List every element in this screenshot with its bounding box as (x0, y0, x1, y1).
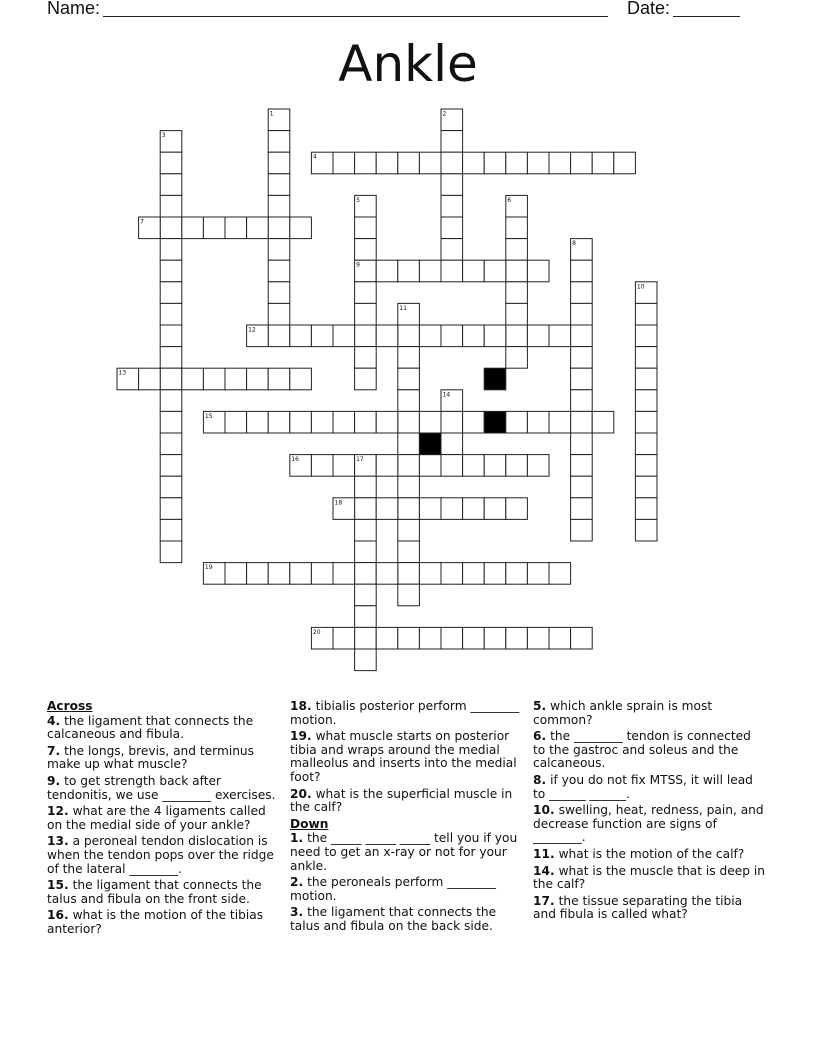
grid-cell[interactable] (441, 563, 463, 585)
grid-cell[interactable] (247, 368, 269, 390)
grid-cell[interactable] (571, 282, 593, 304)
clue-number-label: 20 (312, 628, 321, 636)
grid-cell[interactable] (506, 498, 528, 520)
grid-cell[interactable] (527, 411, 549, 433)
grid-cell[interactable] (635, 411, 657, 433)
grid-cell[interactable] (398, 368, 420, 390)
clue-number: 8. (533, 772, 547, 787)
grid-cell[interactable] (355, 563, 377, 585)
grid-cell[interactable] (614, 152, 636, 174)
clue-number: 4. (47, 713, 61, 728)
grid-cell[interactable] (506, 282, 528, 304)
grid-cell[interactable] (463, 260, 485, 282)
grid-cell[interactable] (635, 498, 657, 520)
clue-text: tibialis posterior perform ________ motion. (290, 699, 520, 727)
clue-item (47, 835, 279, 876)
grid-block (484, 368, 506, 390)
clue-number-label: 8 (572, 240, 576, 248)
clue-item (533, 700, 765, 727)
grid-cell[interactable] (441, 195, 463, 217)
grid-cell[interactable] (376, 325, 398, 347)
across-heading: Across (47, 699, 93, 713)
clue-number-label: 14 (442, 391, 451, 399)
grid-cell[interactable] (571, 368, 593, 390)
grid-cell[interactable] (398, 519, 420, 541)
clue-text: what is the motion of the calf? (558, 846, 745, 861)
grid-cell[interactable] (398, 260, 420, 282)
clue-item (533, 865, 765, 892)
grid-cell[interactable] (441, 152, 463, 174)
grid-cell[interactable] (268, 195, 290, 217)
clues-column-3 (533, 700, 765, 925)
across-clue-list (47, 715, 279, 937)
grid-cell[interactable] (355, 584, 377, 606)
grid-cell[interactable] (441, 260, 463, 282)
name-label: Name: (47, 0, 101, 18)
grid-cell[interactable] (203, 368, 225, 390)
grid-cell[interactable] (355, 476, 377, 498)
grid-cell[interactable] (225, 411, 247, 433)
clue-number-label: 13 (118, 369, 127, 377)
grid-cell[interactable] (463, 152, 485, 174)
clue-text: if you do not fix MTSS, it will lead to ______ ______. (533, 772, 753, 801)
grid-cell[interactable] (571, 519, 593, 541)
grid-cell[interactable] (376, 627, 398, 649)
grid-cell[interactable] (549, 627, 571, 649)
clue-number: 14. (533, 863, 555, 878)
grid-cell[interactable] (635, 476, 657, 498)
grid-cell[interactable] (398, 411, 420, 433)
grid-cell[interactable] (160, 455, 182, 477)
clue-number-label: 19 (204, 564, 213, 572)
grid-block (484, 411, 506, 433)
clue-number: 7. (47, 743, 61, 758)
clue-number-label: 2 (442, 110, 447, 118)
clue-number-label: 12 (248, 326, 256, 334)
clue-text: which ankle sprain is most common? (533, 699, 713, 727)
grid-cell[interactable] (398, 347, 420, 369)
grid-cell[interactable] (571, 325, 593, 347)
grid-cell[interactable] (419, 411, 441, 433)
grid-block (419, 433, 441, 455)
grid-cell[interactable] (160, 239, 182, 261)
clue-item (290, 832, 522, 873)
grid-cell[interactable] (506, 303, 528, 325)
clue-item (290, 876, 522, 903)
grid-cell[interactable] (441, 411, 463, 433)
grid-cell[interactable] (182, 217, 204, 239)
grid-cell[interactable] (376, 260, 398, 282)
grid-cell[interactable] (247, 411, 269, 433)
grid-cell[interactable] (160, 325, 182, 347)
clue-number-label: 6 (507, 196, 512, 204)
grid-cell[interactable] (527, 455, 549, 477)
grid-cell[interactable] (268, 303, 290, 325)
clue-text: the ligament that connects the talus and fibula on the back side. (290, 905, 497, 933)
page-title: Ankle (338, 35, 478, 93)
clue-number: 6. (533, 729, 547, 744)
grid-cell[interactable] (160, 217, 182, 239)
grid-cell[interactable] (225, 563, 247, 585)
grid-cell[interactable] (182, 368, 204, 390)
clue-item (47, 775, 279, 802)
clue-item (533, 848, 765, 862)
clue-item (47, 805, 279, 832)
clue-number-label: 5 (356, 196, 360, 204)
grid-cell[interactable] (506, 217, 528, 239)
grid-cell[interactable] (571, 347, 593, 369)
clue-item (47, 879, 279, 906)
grid-cell[interactable] (268, 152, 290, 174)
down-clue-list-continued (533, 700, 765, 922)
clue-number: 5. (533, 699, 547, 713)
grid-cell[interactable] (441, 239, 463, 261)
grid-cell[interactable] (506, 152, 528, 174)
clue-text: to get strength back after tendonitis, we use ________ exercises. (47, 773, 276, 802)
clue-item (533, 774, 765, 801)
down-heading: Down (290, 816, 329, 831)
clue-number: 17. (533, 893, 555, 908)
grid-cell[interactable] (247, 217, 269, 239)
grid-cell[interactable] (355, 217, 377, 239)
grid-cell[interactable] (355, 368, 377, 390)
grid-cell[interactable] (290, 325, 312, 347)
grid-cell[interactable] (376, 152, 398, 174)
clue-text: swelling, heat, redness, pain, and decrease function are signs of ________. (533, 803, 764, 845)
grid-cell[interactable] (355, 606, 377, 628)
grid-cell[interactable] (268, 368, 290, 390)
grid-cell[interactable] (635, 347, 657, 369)
grid-cell[interactable] (571, 476, 593, 498)
grid-cell[interactable] (268, 174, 290, 196)
grid-cell[interactable] (527, 325, 549, 347)
clue-text: the tissue separating the tibia and fibula is called what? (533, 893, 743, 922)
grid-cell[interactable] (311, 411, 333, 433)
grid-cell[interactable] (290, 411, 312, 433)
grid-cell[interactable] (635, 368, 657, 390)
grid-cell[interactable] (506, 239, 528, 261)
clue-item (47, 745, 279, 772)
grid-cell[interactable] (635, 519, 657, 541)
grid-cell[interactable] (527, 563, 549, 585)
grid-cell[interactable] (398, 498, 420, 520)
grid-cell[interactable] (355, 519, 377, 541)
grid-cell[interactable] (506, 347, 528, 369)
grid-cell[interactable] (484, 152, 506, 174)
clue-text: what are the 4 ligaments called on the medial side of your ankle? (47, 804, 266, 832)
grid-cell[interactable] (506, 563, 528, 585)
grid-cell[interactable] (160, 476, 182, 498)
grid-cell[interactable] (398, 627, 420, 649)
clue-number: 12. (47, 804, 69, 819)
grid-cell[interactable] (484, 498, 506, 520)
grid-cell[interactable] (441, 174, 463, 196)
clue-text: the ligament that connects the talus and fibula on the front side. (47, 878, 262, 906)
grid-cell[interactable] (376, 455, 398, 477)
clue-item (290, 730, 522, 784)
grid-cell[interactable] (549, 152, 571, 174)
grid-cell[interactable] (463, 563, 485, 585)
clue-item (47, 909, 279, 936)
grid-cell[interactable] (635, 433, 657, 455)
clue-item (290, 700, 522, 727)
grid-cell[interactable] (635, 303, 657, 325)
clue-text: the ________ tendon is connected to the gastroc and soleus and the calcaneous. (533, 729, 751, 771)
grid-cell[interactable] (355, 627, 377, 649)
grid-cell[interactable] (355, 649, 377, 671)
grid-cell[interactable] (441, 217, 463, 239)
grid-cell[interactable] (527, 627, 549, 649)
grid-cell[interactable] (160, 390, 182, 412)
grid-cell[interactable] (160, 303, 182, 325)
grid-cell[interactable] (355, 239, 377, 261)
grid-cell[interactable] (506, 325, 528, 347)
clue-number-label: 17 (356, 456, 364, 464)
clue-number: 15. (47, 878, 69, 893)
grid-cell[interactable] (139, 368, 161, 390)
grid-cell[interactable] (398, 152, 420, 174)
grid-cell[interactable] (160, 498, 182, 520)
grid-cell[interactable] (506, 260, 528, 282)
grid-cell[interactable] (592, 411, 614, 433)
clue-item (47, 715, 279, 742)
clue-number: 18. (290, 699, 312, 713)
clue-text: what is the motion of the tibias anterior? (47, 908, 264, 936)
grid-cell[interactable] (398, 390, 420, 412)
grid-cell[interactable] (247, 563, 269, 585)
grid-cell[interactable] (160, 433, 182, 455)
grid-cell[interactable] (160, 519, 182, 541)
grid-cell[interactable] (527, 260, 549, 282)
grid-cell[interactable] (571, 152, 593, 174)
grid-cell[interactable] (484, 563, 506, 585)
grid-cell[interactable] (160, 411, 182, 433)
grid-cell[interactable] (635, 455, 657, 477)
clue-text: the peroneals perform ________ motion. (290, 875, 497, 903)
grid-cell[interactable] (441, 498, 463, 520)
grid-cell[interactable] (571, 303, 593, 325)
grid-cell[interactable] (549, 411, 571, 433)
grid-cell[interactable] (549, 563, 571, 585)
grid-cell[interactable] (376, 411, 398, 433)
grid-cell[interactable] (419, 627, 441, 649)
grid-cell[interactable] (398, 584, 420, 606)
clue-number: 9. (47, 773, 61, 788)
grid-cell[interactable] (355, 347, 377, 369)
grid-cell[interactable] (203, 217, 225, 239)
grid-cell[interactable] (571, 411, 593, 433)
grid-cell[interactable] (549, 325, 571, 347)
grid-cell[interactable] (290, 563, 312, 585)
clue-number: 2. (290, 875, 304, 890)
grid-cell[interactable] (463, 325, 485, 347)
grid-cell[interactable] (635, 390, 657, 412)
grid-cell[interactable] (484, 627, 506, 649)
grid-cell[interactable] (441, 455, 463, 477)
across-clue-list-continued (290, 700, 522, 815)
clue-item (290, 906, 522, 933)
clue-number-label: 7 (140, 218, 144, 226)
grid-cell[interactable] (225, 217, 247, 239)
grid-cell[interactable] (571, 627, 593, 649)
grid-cell[interactable] (571, 498, 593, 520)
grid-cell[interactable] (419, 498, 441, 520)
clue-number-label: 18 (334, 499, 343, 507)
grid-cell[interactable] (398, 455, 420, 477)
grid-cell[interactable] (441, 325, 463, 347)
clue-number-label: 3 (161, 132, 166, 140)
grid-cell[interactable] (419, 260, 441, 282)
grid-cell[interactable] (419, 152, 441, 174)
grid-cell[interactable] (441, 627, 463, 649)
grid-cell[interactable] (268, 325, 290, 347)
grid-cell[interactable] (355, 303, 377, 325)
clue-number: 1. (290, 831, 304, 846)
clue-text: what muscle starts on posterior tibia and wraps around the medial malleolus and inserts into the medial foot? (290, 729, 517, 784)
clues-column-1 (47, 700, 279, 940)
grid-cell[interactable] (419, 325, 441, 347)
grid-cell[interactable] (268, 411, 290, 433)
clue-number-label: 9 (356, 261, 360, 269)
clue-number: 11. (533, 846, 555, 861)
clue-item (533, 730, 765, 771)
grid-cell[interactable] (484, 325, 506, 347)
clues-column-2 (290, 700, 522, 937)
grid-cell[interactable] (571, 260, 593, 282)
grid-cell[interactable] (398, 563, 420, 585)
grid-cell[interactable] (160, 347, 182, 369)
grid-cell[interactable] (333, 152, 355, 174)
grid-cell[interactable] (333, 325, 355, 347)
grid-cell[interactable] (355, 325, 377, 347)
grid-cell[interactable] (160, 152, 182, 174)
grid-cell[interactable] (463, 627, 485, 649)
clue-text: the longs, brevis, and terminus make up what muscle? (47, 743, 255, 772)
clue-number: 3. (290, 905, 304, 920)
grid-cell[interactable] (355, 282, 377, 304)
grid-cell[interactable] (484, 260, 506, 282)
grid-cell[interactable] (592, 152, 614, 174)
grid-cell[interactable] (398, 325, 420, 347)
grid-cell[interactable] (463, 498, 485, 520)
grid-cell[interactable] (333, 627, 355, 649)
clue-number: 20. (290, 786, 312, 801)
grid-cell[interactable] (419, 563, 441, 585)
clue-number: 13. (47, 834, 69, 849)
grid-cell[interactable] (506, 627, 528, 649)
grid-cell[interactable] (571, 390, 593, 412)
clue-text: the _____ _____ _____ tell you if you need to get an x-ray or not for your ankle. (290, 831, 518, 873)
grid-cell[interactable] (398, 433, 420, 455)
grid-cell[interactable] (333, 455, 355, 477)
grid-cell[interactable] (225, 368, 247, 390)
grid-cell[interactable] (311, 325, 333, 347)
grid-cell[interactable] (268, 131, 290, 153)
grid-cell[interactable] (376, 563, 398, 585)
grid-cell[interactable] (376, 498, 398, 520)
grid-cell[interactable] (635, 325, 657, 347)
clue-number-label: 10 (636, 283, 645, 291)
grid-cell[interactable] (160, 282, 182, 304)
down-clue-list (290, 832, 522, 933)
grid-cell[interactable] (311, 455, 333, 477)
grid-cell[interactable] (160, 195, 182, 217)
clue-item (290, 788, 522, 815)
grid-cell[interactable] (571, 433, 593, 455)
grid-cell[interactable] (268, 217, 290, 239)
grid-cell[interactable] (160, 541, 182, 563)
grid-cell[interactable] (398, 476, 420, 498)
grid-cell[interactable] (355, 541, 377, 563)
grid-cell[interactable] (355, 411, 377, 433)
grid-cell[interactable] (160, 174, 182, 196)
grid-cell[interactable] (484, 455, 506, 477)
grid-cell[interactable] (419, 455, 441, 477)
grid-cell[interactable] (268, 239, 290, 261)
grid-cell[interactable] (463, 411, 485, 433)
grid-cell[interactable] (311, 563, 333, 585)
clue-number-label: 11 (399, 304, 407, 312)
grid-cell[interactable] (506, 455, 528, 477)
grid-cell[interactable] (160, 260, 182, 282)
date-label: Date: (627, 0, 671, 18)
clue-number: 16. (47, 908, 69, 923)
clue-text: what is the superficial muscle in the calf? (290, 786, 513, 815)
clue-text: a peroneal tendon dislocation is when the tendon pops over the ridge of the lateral ________. (47, 834, 274, 876)
grid-cell[interactable] (333, 411, 355, 433)
clue-text: the ligament that connects the calcaneous and fibula. (47, 713, 254, 742)
grid-cell[interactable] (571, 455, 593, 477)
clue-number: 19. (290, 729, 312, 744)
clue-number: 10. (533, 803, 555, 818)
grid-cell[interactable] (268, 563, 290, 585)
clue-number-label: 4 (312, 153, 317, 161)
clue-text: what is the muscle that is deep in the calf? (533, 863, 765, 892)
grid-cell[interactable] (527, 152, 549, 174)
grid-cell[interactable] (160, 368, 182, 390)
clue-item (533, 895, 765, 922)
grid-cell[interactable] (290, 368, 312, 390)
grid-cell[interactable] (268, 282, 290, 304)
grid-cell[interactable] (355, 152, 377, 174)
grid-cell[interactable] (463, 455, 485, 477)
clue-item (533, 804, 765, 845)
clue-number-label: 1 (269, 110, 274, 118)
grid-cell[interactable] (268, 260, 290, 282)
grid-cell[interactable] (441, 433, 463, 455)
clue-number-label: 16 (291, 456, 299, 464)
clue-number-label: 15 (204, 412, 213, 420)
grid-cell[interactable] (506, 411, 528, 433)
grid-cell[interactable] (398, 541, 420, 563)
grid-cell[interactable] (441, 131, 463, 153)
grid-cell[interactable] (290, 217, 312, 239)
grid-cell[interactable] (333, 563, 355, 585)
grid-cell[interactable] (355, 498, 377, 520)
